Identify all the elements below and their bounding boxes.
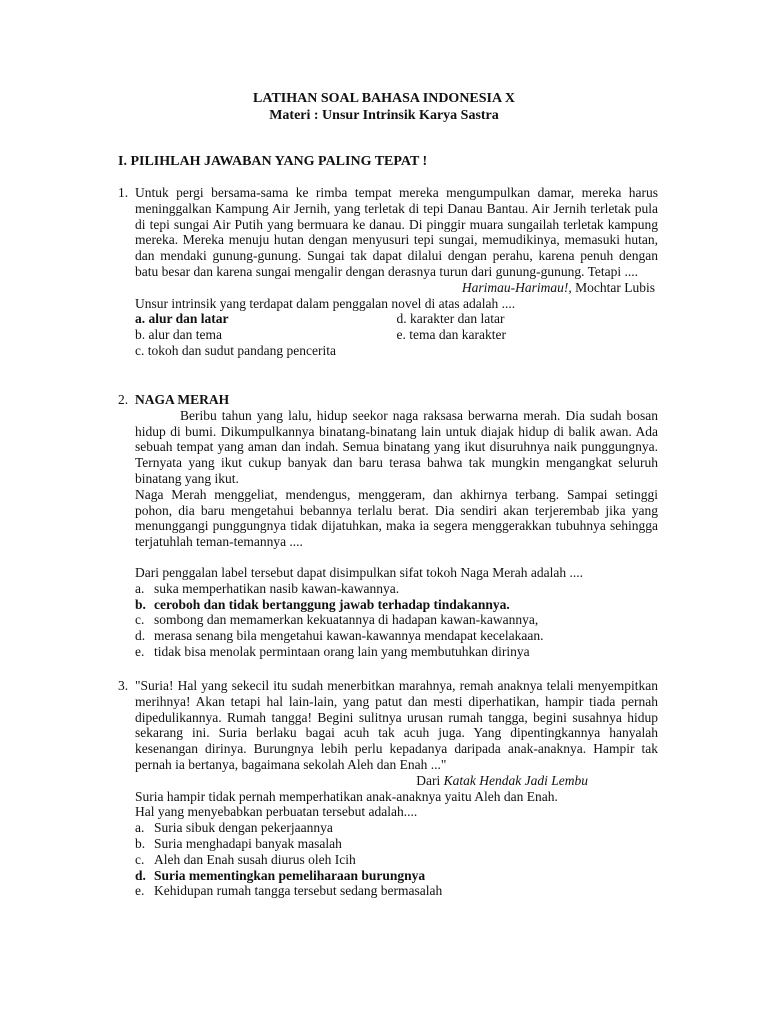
option-c	[135, 612, 658, 628]
option-e: e. tema dan karakter	[396, 327, 506, 343]
question-text-1: Suria hampir tidak pernah memperhatikan anak-anaknya yaitu Aleh dan Enah.	[135, 788, 558, 804]
option-text: sombong dan memamerkan kekuatannya di hadapan kawan-kawannya,	[154, 612, 539, 628]
option-letter: a.	[135, 580, 145, 596]
passage-source	[135, 280, 658, 296]
document-subtitle: Materi : Unsur Intrinsik Karya Sastra	[269, 108, 499, 123]
source-prefix: Dari	[416, 772, 444, 788]
option-a	[135, 820, 658, 836]
option-text: Suria menghadapi banyak masalah	[154, 835, 342, 851]
story-paragraph-2: Naga Merah menggeliat, mendengus, menggeram, dan akhirnya terbang. Sampai setinggi pohon, dia baru mengetahui bebannya terlalu berat. Dia sendiri akan terjerembab jika yang menunggangi punggungnya tidak dijatuhkan, maka ia segera menggerakkan tubuhnya sehingga terjatuhlah teman-temannya ....	[135, 486, 658, 550]
option-text: Kehidupan rumah tangga tersebut sedang bermasalah	[154, 883, 443, 899]
option-letter: b.	[135, 596, 146, 612]
section-heading: I. PILIHLAH JAWABAN YANG PALING TEPAT !	[118, 154, 428, 169]
question-passage: Untuk pergi bersama-sama ke rimba tempat mereka mengumpulkan damar, mereka harus meninggalkan Kampung Air Jernih, yang terletak di tepi Danau Bantau. Air Jernih terletak pula di tepi sungai Air Putih yang bermuara ke danau. Di pinggir muara sungailah terletak kampung mereka. Mereka menuju hutan dengan menyusuri tepi sungai, memudikinya, memasuki hutan, dan mendaki gunung-gunung. Sungai tak dapat dilalui dengan perahu, karena penuh dengan batu besar dan karena sungai mengalir dengan derasnya turun dari gunung-gunung. Tetapi ....	[135, 185, 658, 279]
option-d	[135, 628, 658, 644]
document-title: LATIHAN SOAL BAHASA INDONESIA X	[253, 91, 515, 106]
question-number: 1.	[118, 185, 129, 200]
option-text: tidak bisa menolak permintaan orang lain yang membutuhkan dirinya	[154, 643, 530, 659]
option-text: merasa senang bila mengetahui kawan-kawannya mendapat kecelakaan.	[154, 628, 544, 644]
source-title: Harimau-Harimau!,	[461, 279, 572, 295]
option-text: Suria mementingkan pemeliharaan burungnya	[154, 867, 426, 883]
option-text: suka memperhatikan nasib kawan-kawannya.	[154, 580, 400, 596]
option-c: c. tokoh dan sudut pandang pencerita	[135, 342, 336, 358]
answer-options	[135, 581, 658, 660]
source-author: Mochtar Lubis	[571, 279, 655, 295]
option-b	[135, 597, 658, 613]
question-3	[118, 678, 658, 899]
question-2	[118, 392, 658, 660]
option-d	[135, 868, 658, 884]
story-paragraph-1: Beribu tahun yang lalu, hidup seekor naga raksasa berwarna merah. Dia sudah bosan hidup di bumi. Dikumpulkannya binatang-binatang lain untuk diajak hidup di balik awan. Ada sebuah tempat yang aman dan indah. Semua binatang yang ikut disuruhnya naik punggungnya. Ternyata yang ikut cukup banyak dan baru terasa bahwa tak mungkin mengangkat seluruh binatang yang ikut.	[135, 407, 658, 486]
option-a	[135, 581, 658, 597]
option-d: d. karakter dan latar	[396, 311, 505, 327]
option-letter: d.	[135, 628, 146, 644]
option-c	[135, 852, 658, 868]
answer-options	[135, 311, 658, 358]
option-e	[135, 883, 658, 899]
answer-options	[135, 820, 658, 899]
passage-source	[135, 773, 658, 789]
option-letter: e.	[135, 643, 145, 659]
question-text: Unsur intrinsik yang terdapat dalam penggalan novel di atas adalah ....	[135, 295, 516, 311]
document-header	[0, 90, 768, 124]
option-letter: e.	[135, 883, 145, 899]
option-letter: a.	[135, 820, 145, 836]
question-passage: "Suria! Hal yang sekecil itu sudah menerbitkan marahnya, remah anaknya telali menyempitkan merihnya! Akan tetapi hal lain-lain, yang patut dan mesti diperhatikan, hampir tiada pernah dipedulikannya. Rumah tangga! Begini sulitnya urusan rumah tangga, begini susahnya hidup sekarang ini. Suria berlaku bagai acuh tak acuh juga. Yang dipentingkannya hanyalah kesenangan dirinya. Burungnya lebih perlu kepadanya daripada anak-anaknya. Hampir tak pernah ia bertanya, bagaimana sekolah Aleh dan Enah ..."	[135, 678, 658, 772]
question-1	[118, 185, 658, 359]
question-text-2: Hal yang menyebabkan perbuatan tersebut adalah....	[135, 804, 418, 820]
option-letter: c.	[135, 851, 145, 867]
option-letter: c.	[135, 612, 145, 628]
option-text: Aleh dan Enah susah diurus oleh Icih	[154, 851, 356, 867]
question-number: 3.	[118, 678, 129, 693]
option-text: Suria sibuk dengan pekerjaannya	[154, 820, 333, 836]
option-b: b. alur dan tema	[135, 327, 222, 343]
option-a: a. alur dan latar	[135, 311, 229, 327]
option-text: ceroboh dan tidak bertanggung jawab terhadap tindakannya.	[154, 596, 510, 612]
option-b	[135, 836, 658, 852]
source-title: Katak Hendak Jadi Lembu	[443, 772, 588, 788]
option-letter: b.	[135, 835, 146, 851]
question-number: 2.	[118, 392, 129, 407]
option-e	[135, 644, 658, 660]
story-title: NAGA MERAH	[135, 392, 230, 407]
option-letter: d.	[135, 867, 146, 883]
question-text: Dari penggalan label tersebut dapat disimpulkan sifat tokoh Naga Merah adalah ....	[135, 564, 583, 580]
